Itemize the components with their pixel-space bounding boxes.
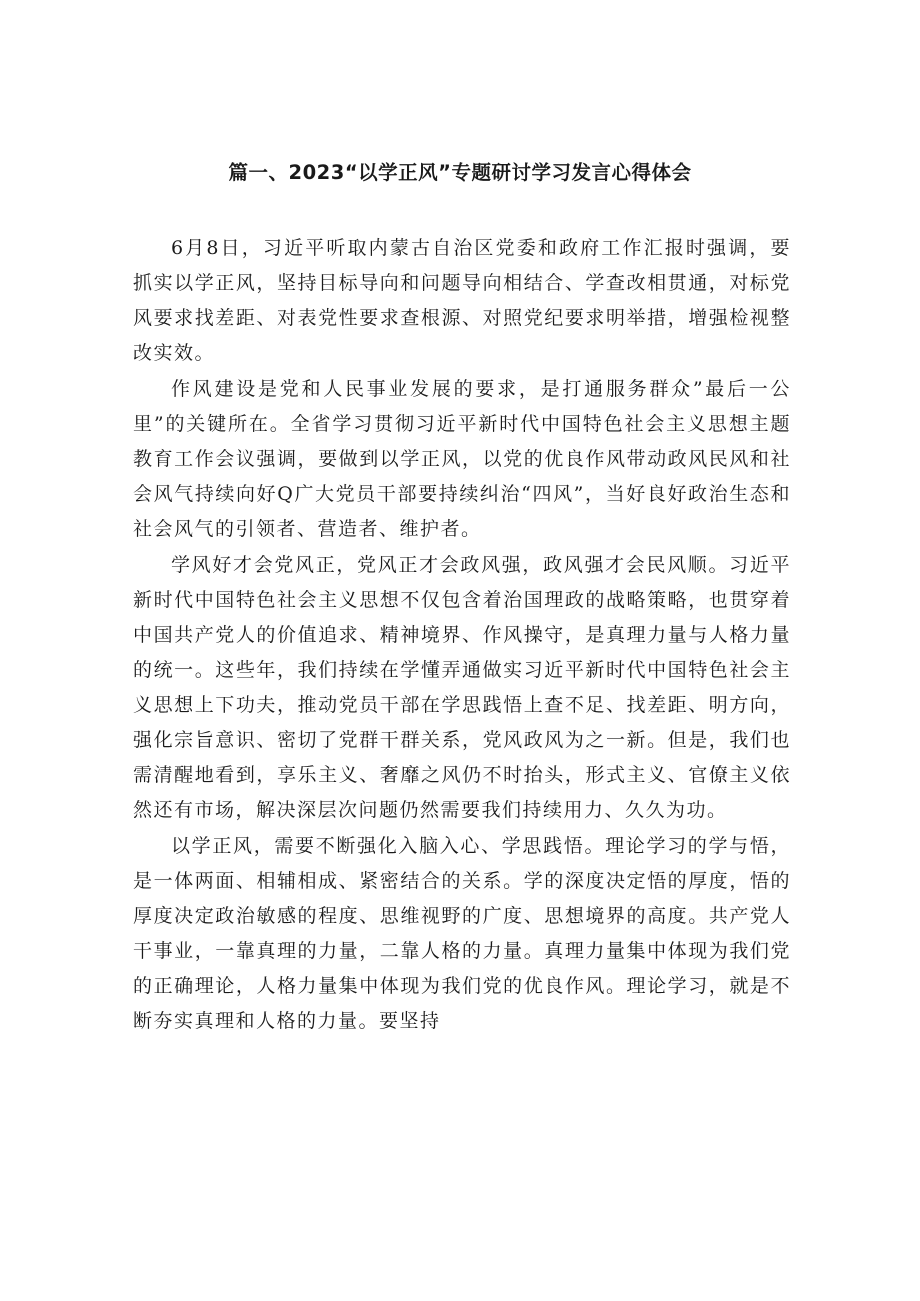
paragraph-3: 学风好才会党风正，党风正才会政风强，政风强才会民风顺。习近平新时代中国特色社会主义思想不仅包含着治国理政的战略策略，也贯穿着中国共产党人的价值追求、精神境界、作风操守，是真理力量与人格力量的统一。这些年，我们持续在学懂弄通做实习近平新时代中国特色社会主义思想上下功夫，推动党员干部在学思践悟上查不足、找差距、明方向，强化宗旨意识、密切了党群干群关系，党风政风为之一新。但是，我们也需清醒地看到，享乐主义、奢靡之风仍不时抬头，形式主义、官僚主义依然还有市场，解决深层次问题仍然需要我们持续用力、久久为功。 [133, 554, 791, 821]
document-title: 篇一、2023“以学正风”专题研讨学习发言心得体会 [228, 161, 692, 184]
document-body [133, 231, 791, 1039]
paragraph-2: 作风建设是党和人民事业发展的要求，是打通服务群众”最后一公里”的关键所在。全省学习贯彻习近平新时代中国特色社会主义思想主题教育工作会议强调，要做到以学正风，以党的优良作风带动政风民风和社会风气持续向好Q广大党员干部要持续纠治“四风”，当好良好政治生态和社会风气的引领者、营造者、维护者。 [133, 378, 791, 540]
paragraph-4: 以学正风，需要不断强化入脑入心、学思践悟。理论学习的学与悟，是一体两面、相辅相成、紧密结合的关系。学的深度决定悟的厚度，悟的厚度决定政治敏感的程度、思维视野的广度、思想境界的高度。共产党人干事业，一靠真理的力量，二靠人格的力量。真理力量集中体现为我们党的正确理论，人格力量集中体现为我们党的优良作风。理论学习，就是不断夯实真理和人格的力量。要坚持 [133, 835, 791, 1032]
paragraph-1: 6月8日，习近平听取内蒙古自治区党委和政府工作汇报时强调，要抓实以学正风，坚持目标导向和问题导向相结合、学查改相贯通，对标党风要求找差距、对表党性要求查根源、对照党纪要求明举措，增强检视整改实效。 [133, 237, 791, 364]
